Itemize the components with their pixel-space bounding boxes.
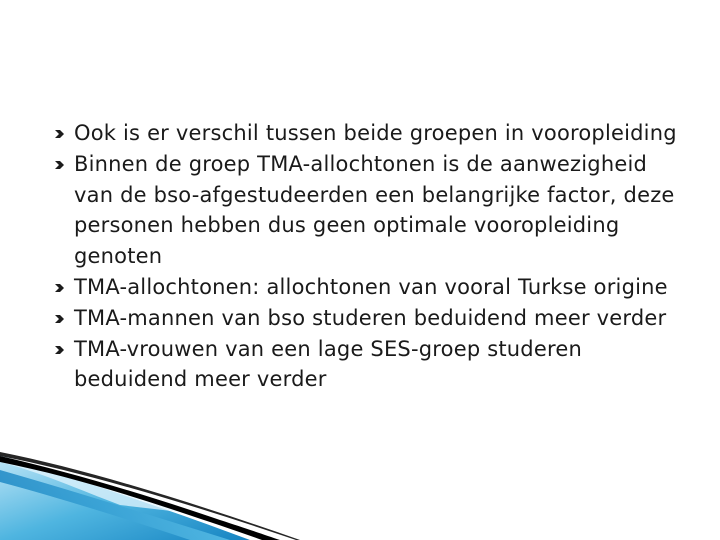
chevron-right-icon [55,315,65,323]
bullet-text: TMA-vrouwen van een lage SES-groep studeren beduidend meer verder [74,336,582,392]
chevron-right-icon [55,346,65,354]
bullet-item [50,303,690,334]
bullet-item [50,272,690,303]
chevron-right-icon [55,284,65,292]
bullet-list [50,118,690,395]
bullet-text: Binnen de groep TMA-allochtonen is de aanwezigheid van de bso-afgestudeerden een belangrijke factor, deze personen hebben dus geen optimale vooropleiding genoten [74,151,675,269]
bullet-text: TMA-mannen van bso studeren beduidend meer verder [74,305,667,330]
bullet-text: TMA-allochtonen: allochtonen van vooral Turkse origine [74,274,668,299]
bullet-item [50,149,690,272]
chevron-right-icon [55,161,65,169]
bullet-text: Ook is er verschil tussen beide groepen in vooropleiding [74,121,677,145]
bullet-item [50,334,690,396]
chevron-right-icon [55,130,65,138]
bullet-item [50,118,690,149]
